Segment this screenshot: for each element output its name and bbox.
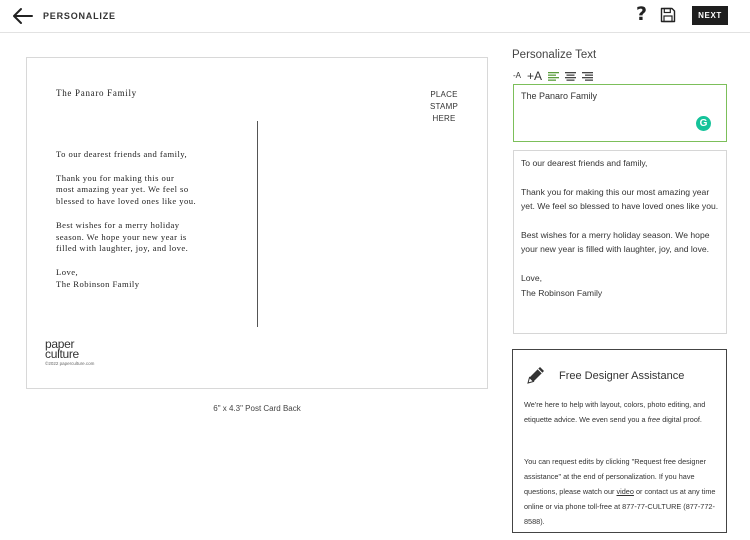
page-title: PERSONALIZE: [43, 11, 116, 21]
align-left-icon[interactable]: [548, 72, 559, 81]
assistance-free-emphasis: free: [647, 415, 661, 424]
grammarly-icon[interactable]: G: [696, 116, 711, 131]
next-button[interactable]: NEXT: [692, 6, 728, 25]
assistance-text-part: We're here to help with layout, colors, photo editing, and etiquette advice. We even send you a: [524, 400, 706, 424]
card-family-name: The Panaro Family: [56, 88, 137, 98]
assistance-text-part: or contact us at any time online or via phone toll-free at 877-77-CULTURE (877-772-8588).: [524, 487, 716, 526]
stamp-line: PLACE: [430, 90, 458, 99]
card-size-caption: 6" x 4.3" Post Card Back: [213, 404, 301, 413]
align-center-icon[interactable]: [565, 72, 576, 81]
logo-line: culture: [45, 347, 79, 361]
brand-copyright: ©2022 paperculture.com: [45, 361, 95, 366]
save-icon[interactable]: [660, 7, 676, 23]
family-name-input[interactable]: The Panaro Family: [513, 84, 727, 142]
assistance-text: [524, 397, 722, 427]
back-arrow-icon[interactable]: [12, 6, 34, 26]
designer-assistance-box: [512, 349, 727, 533]
message-textarea[interactable]: To our dearest friends and family, Thank you for making this our most amazing year yet. We feel so blessed to have loved ones like you. Best wishes for a merry holiday season. We hope your new year is filled with laughter, joy, and love. Love, The Robinson Family: [513, 150, 727, 334]
pencil-icon: [525, 364, 547, 386]
stamp-placeholder: [427, 89, 461, 125]
video-link[interactable]: video: [616, 487, 634, 496]
stamp-line: HERE: [432, 114, 456, 123]
assistance-contact-text: [524, 454, 722, 529]
postcard-preview: [26, 57, 488, 389]
paper-culture-logo: [45, 339, 79, 359]
font-decrease-button[interactable]: -A: [513, 71, 521, 80]
assistance-title: Free Designer Assistance: [559, 370, 685, 382]
logo-line: paper: [45, 337, 75, 351]
format-toolbar: [513, 69, 593, 81]
assistance-text-part: digital proof.: [660, 415, 702, 424]
help-icon[interactable]: ?: [636, 3, 648, 25]
panel-title: Personalize Text: [512, 49, 597, 61]
font-increase-button[interactable]: +A: [527, 69, 543, 83]
stamp-line: STAMP: [430, 102, 458, 111]
top-bar: [0, 0, 750, 33]
card-message: To our dearest friends and family, Thank you for making this our most amazing year yet. We feel so blessed to have loved ones like you. Best wishes for a merry holiday season. We hope your new year is filled with laughter, joy, and love. Love, The Robinson Family: [56, 149, 197, 289]
align-right-icon[interactable]: [582, 72, 593, 81]
assistance-text-part: You can request edits by clicking "Request free designer assistance" at the end of personalization. If you have questions, please watch our: [524, 457, 707, 496]
card-divider: [257, 121, 258, 327]
